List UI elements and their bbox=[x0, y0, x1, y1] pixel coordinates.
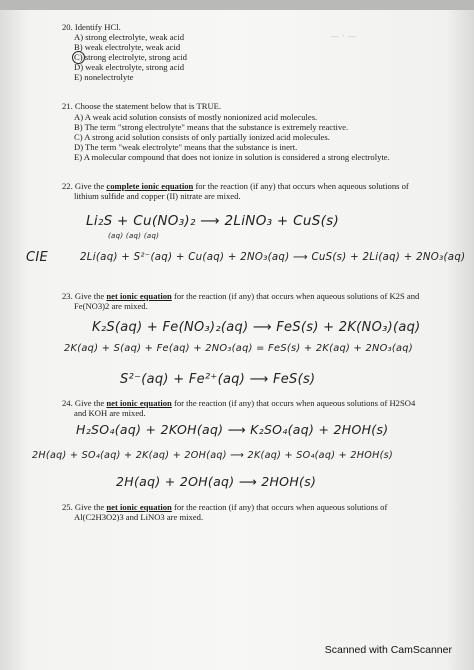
q20-option-a: A) strong electrolyte, weak acid bbox=[74, 32, 185, 42]
q24-handwritten-complete-ionic: 2H(aq) + SO₄(aq) + 2K(aq) + 2OH(aq) ⟶ 2K(aq) + SO₄(aq) + 2HOH(s) bbox=[32, 450, 393, 461]
q23-handwritten-molecular: K₂S(aq) + Fe(NO₃)₂(aq) ⟶ FeS(s) + 2K(NO₃)(aq) bbox=[92, 320, 421, 335]
q23-handwritten-complete-ionic: 2K(aq) + S(aq) + Fe(aq) + 2NO₃(aq) = FeS(s) + 2K(aq) + 2NO₃(aq) bbox=[64, 343, 413, 354]
q24-handwritten-molecular: H₂SO₄(aq) + 2KOH(aq) ⟶ K₂SO₄(aq) + 2HOH(s) bbox=[76, 422, 389, 437]
q22-prompt-line2: lithium sulfide and copper (II) nitrate are mixed. bbox=[74, 191, 241, 201]
q21-option-b: B) The term "strong electrolyte" means that the substance is extremely reactive. bbox=[74, 122, 349, 132]
q22-handwritten-equation: Li₂S + Cu(NO₃)₂ ⟶ 2LiNO₃ + CuS(s) bbox=[86, 213, 340, 229]
q22-handwritten-complete-ionic: 2Li(aq) + S²⁻(aq) + Cu(aq) + 2NO₃(aq) ⟶ CuS(s) + 2Li(aq) + 2NO₃(aq) bbox=[80, 252, 466, 263]
q20-option-b: B) weak electrolyte, weak acid bbox=[74, 42, 181, 52]
answer-circle-mark bbox=[72, 51, 85, 64]
q23-prompt: 23. Give the net ionic equation for the reaction (if any) that occurs when aqueous solutions of K2S and bbox=[62, 291, 420, 301]
q21-title: 21. Choose the statement below that is TRUE. bbox=[62, 101, 222, 111]
bleed-through-mark: — · — bbox=[330, 32, 357, 42]
q20-option-c: C) strong electrolyte, strong acid bbox=[74, 52, 187, 62]
q20-title: 20. Identify HCl. bbox=[62, 22, 121, 32]
q25-prompt: 25. Give the net ionic equation for the reaction (if any) that occurs when aqueous solutions of bbox=[62, 502, 388, 512]
q23-prompt-line2: Fe(NO3)2 are mixed. bbox=[74, 301, 148, 311]
q22-prompt: 22. Give the complete ionic equation for the reaction (if any) that occurs when aqueous solutions of bbox=[62, 181, 409, 191]
q20-option-d: D) weak electrolyte, strong acid bbox=[74, 62, 185, 72]
q20-option-e: E) nonelectrolyte bbox=[74, 72, 134, 82]
q24-handwritten-net-ionic: 2H(aq) + 2OH(aq) ⟶ 2HOH(s) bbox=[116, 474, 317, 489]
q24-prompt: 24. Give the net ionic equation for the reaction (if any) that occurs when aqueous solutions of H2SO4 bbox=[62, 398, 416, 408]
q21-option-c: C) A strong acid solution consists of only partially ionized acid molecules. bbox=[74, 132, 330, 142]
q23-handwritten-net-ionic: S²⁻(aq) + Fe²⁺(aq) ⟶ FeS(s) bbox=[120, 372, 316, 387]
q21-option-d: D) The term "weak electrolyte" means that the substance is inert. bbox=[74, 142, 298, 152]
q22-handwritten-cie-label: CIE bbox=[26, 250, 49, 265]
q21-option-e: E) A molecular compound that does not ionize in solution is considered a strong electrolyte. bbox=[74, 152, 390, 162]
q25-prompt-line2: Al(C2H3O2)3 and LiNO3 are mixed. bbox=[74, 512, 204, 522]
q24-prompt-line2: and KOH are mixed. bbox=[74, 408, 146, 418]
q22-handwritten-states: (aq) (aq) (aq) bbox=[108, 232, 160, 240]
scanner-watermark: Scanned with CamScanner bbox=[324, 644, 452, 656]
scan-edge bbox=[0, 0, 474, 10]
q21-option-a: A) A weak acid solution consists of mostly nonionized acid molecules. bbox=[74, 112, 318, 122]
